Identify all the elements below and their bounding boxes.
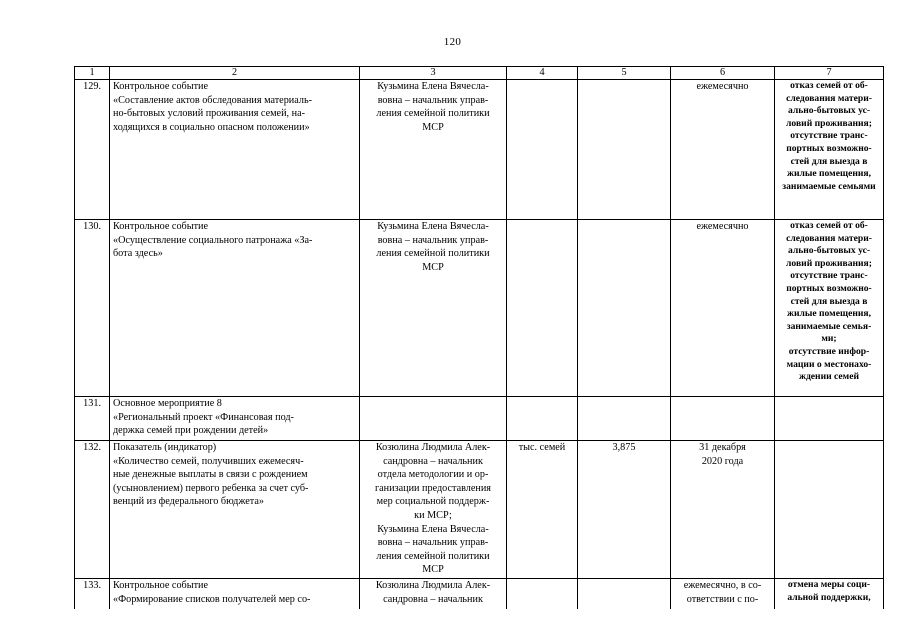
header-cell: 4 (507, 67, 578, 80)
responsible-person: Козюлина Людмила Алек- сандровна – начальник отдела методологии и ор- ганизации предоставления мер социальной поддерж- ки МСР; Кузьмина Елена Вячесла- вовна – начальник управ- ления семейной политики МСР (360, 441, 507, 579)
deadline-cell: ежемесячно (671, 220, 775, 397)
table-row (75, 579, 884, 609)
row-number: 129. (75, 80, 110, 220)
event-description: Показатель (индикатор) «Количество семей, получивших ежемесяч- ные денежные выплаты в связи с рождением (усыновлением) первого ребенка за счет суб- венций из федерального бюджета» (110, 441, 360, 579)
row-number: 130. (75, 220, 110, 397)
risks-cell: отказ семей от об- следования матери- ально-бытовых ус- ловий проживания; отсутствие транс- портных возможно- стей для выезда в жилые помещения, занимаемые семьями (775, 80, 884, 220)
row-number: 133. (75, 579, 110, 609)
unit-cell (507, 579, 578, 609)
event-description: Контрольное событие «Осуществление социального патронажа «За- бота здесь» (110, 220, 360, 397)
responsible-person: Козюлина Людмила Алек- сандровна – начальник (360, 579, 507, 609)
event-description: Контрольное событие «Составление актов обследования материаль- но-бытовых условий проживания семей, на- ходящихся в социально опасном положении» (110, 80, 360, 220)
unit-cell (507, 80, 578, 220)
header-cell: 7 (775, 67, 884, 80)
event-description: Основное мероприятие 8 «Региональный проект «Финансовая под- держка семей при рождении детей» (110, 397, 360, 441)
header-cell: 6 (671, 67, 775, 80)
risks-cell (775, 397, 884, 441)
responsible-person: Кузьмина Елена Вячесла- вовна – начальник управ- ления семейной политики МСР (360, 80, 507, 220)
unit-cell (507, 397, 578, 441)
header-cell: 3 (360, 67, 507, 80)
value-cell (578, 80, 671, 220)
measures-table (74, 66, 884, 609)
value-cell (578, 579, 671, 609)
unit-cell (507, 220, 578, 397)
risks-cell: отмена меры соци- альной поддержки, (775, 579, 884, 609)
value-cell: 3,875 (578, 441, 671, 579)
value-cell (578, 220, 671, 397)
responsible-person (360, 397, 507, 441)
row-number: 131. (75, 397, 110, 441)
table-row (75, 220, 884, 397)
value-cell (578, 397, 671, 441)
table-row (75, 441, 884, 579)
header-cell: 1 (75, 67, 110, 80)
page-number: 120 (443, 36, 462, 48)
deadline-cell (671, 397, 775, 441)
row-number: 132. (75, 441, 110, 579)
risks-cell (775, 441, 884, 579)
header-cell: 2 (110, 67, 360, 80)
risks-cell: отказ семей от об- следования матери- ально-бытовых ус- ловий проживания; отсутствие транс- портных возможно- стей для выезда в жилые помещения, занимаемые семья- ми; отсутствие инфор- мации о местонахо- ждении семей (775, 220, 884, 397)
deadline-cell: ежемесячно, в со- ответствии с по- (671, 579, 775, 609)
deadline-cell: 31 декабря 2020 года (671, 441, 775, 579)
table-row (75, 80, 884, 220)
unit-cell: тыс. семей (507, 441, 578, 579)
table-row (75, 397, 884, 441)
event-description: Контрольное событие «Формирование списков получателей мер со- (110, 579, 360, 609)
deadline-cell: ежемесячно (671, 80, 775, 220)
responsible-person: Кузьмина Елена Вячесла- вовна – начальник управ- ления семейной политики МСР (360, 220, 507, 397)
header-cell: 5 (578, 67, 671, 80)
table-header-row (75, 67, 884, 80)
